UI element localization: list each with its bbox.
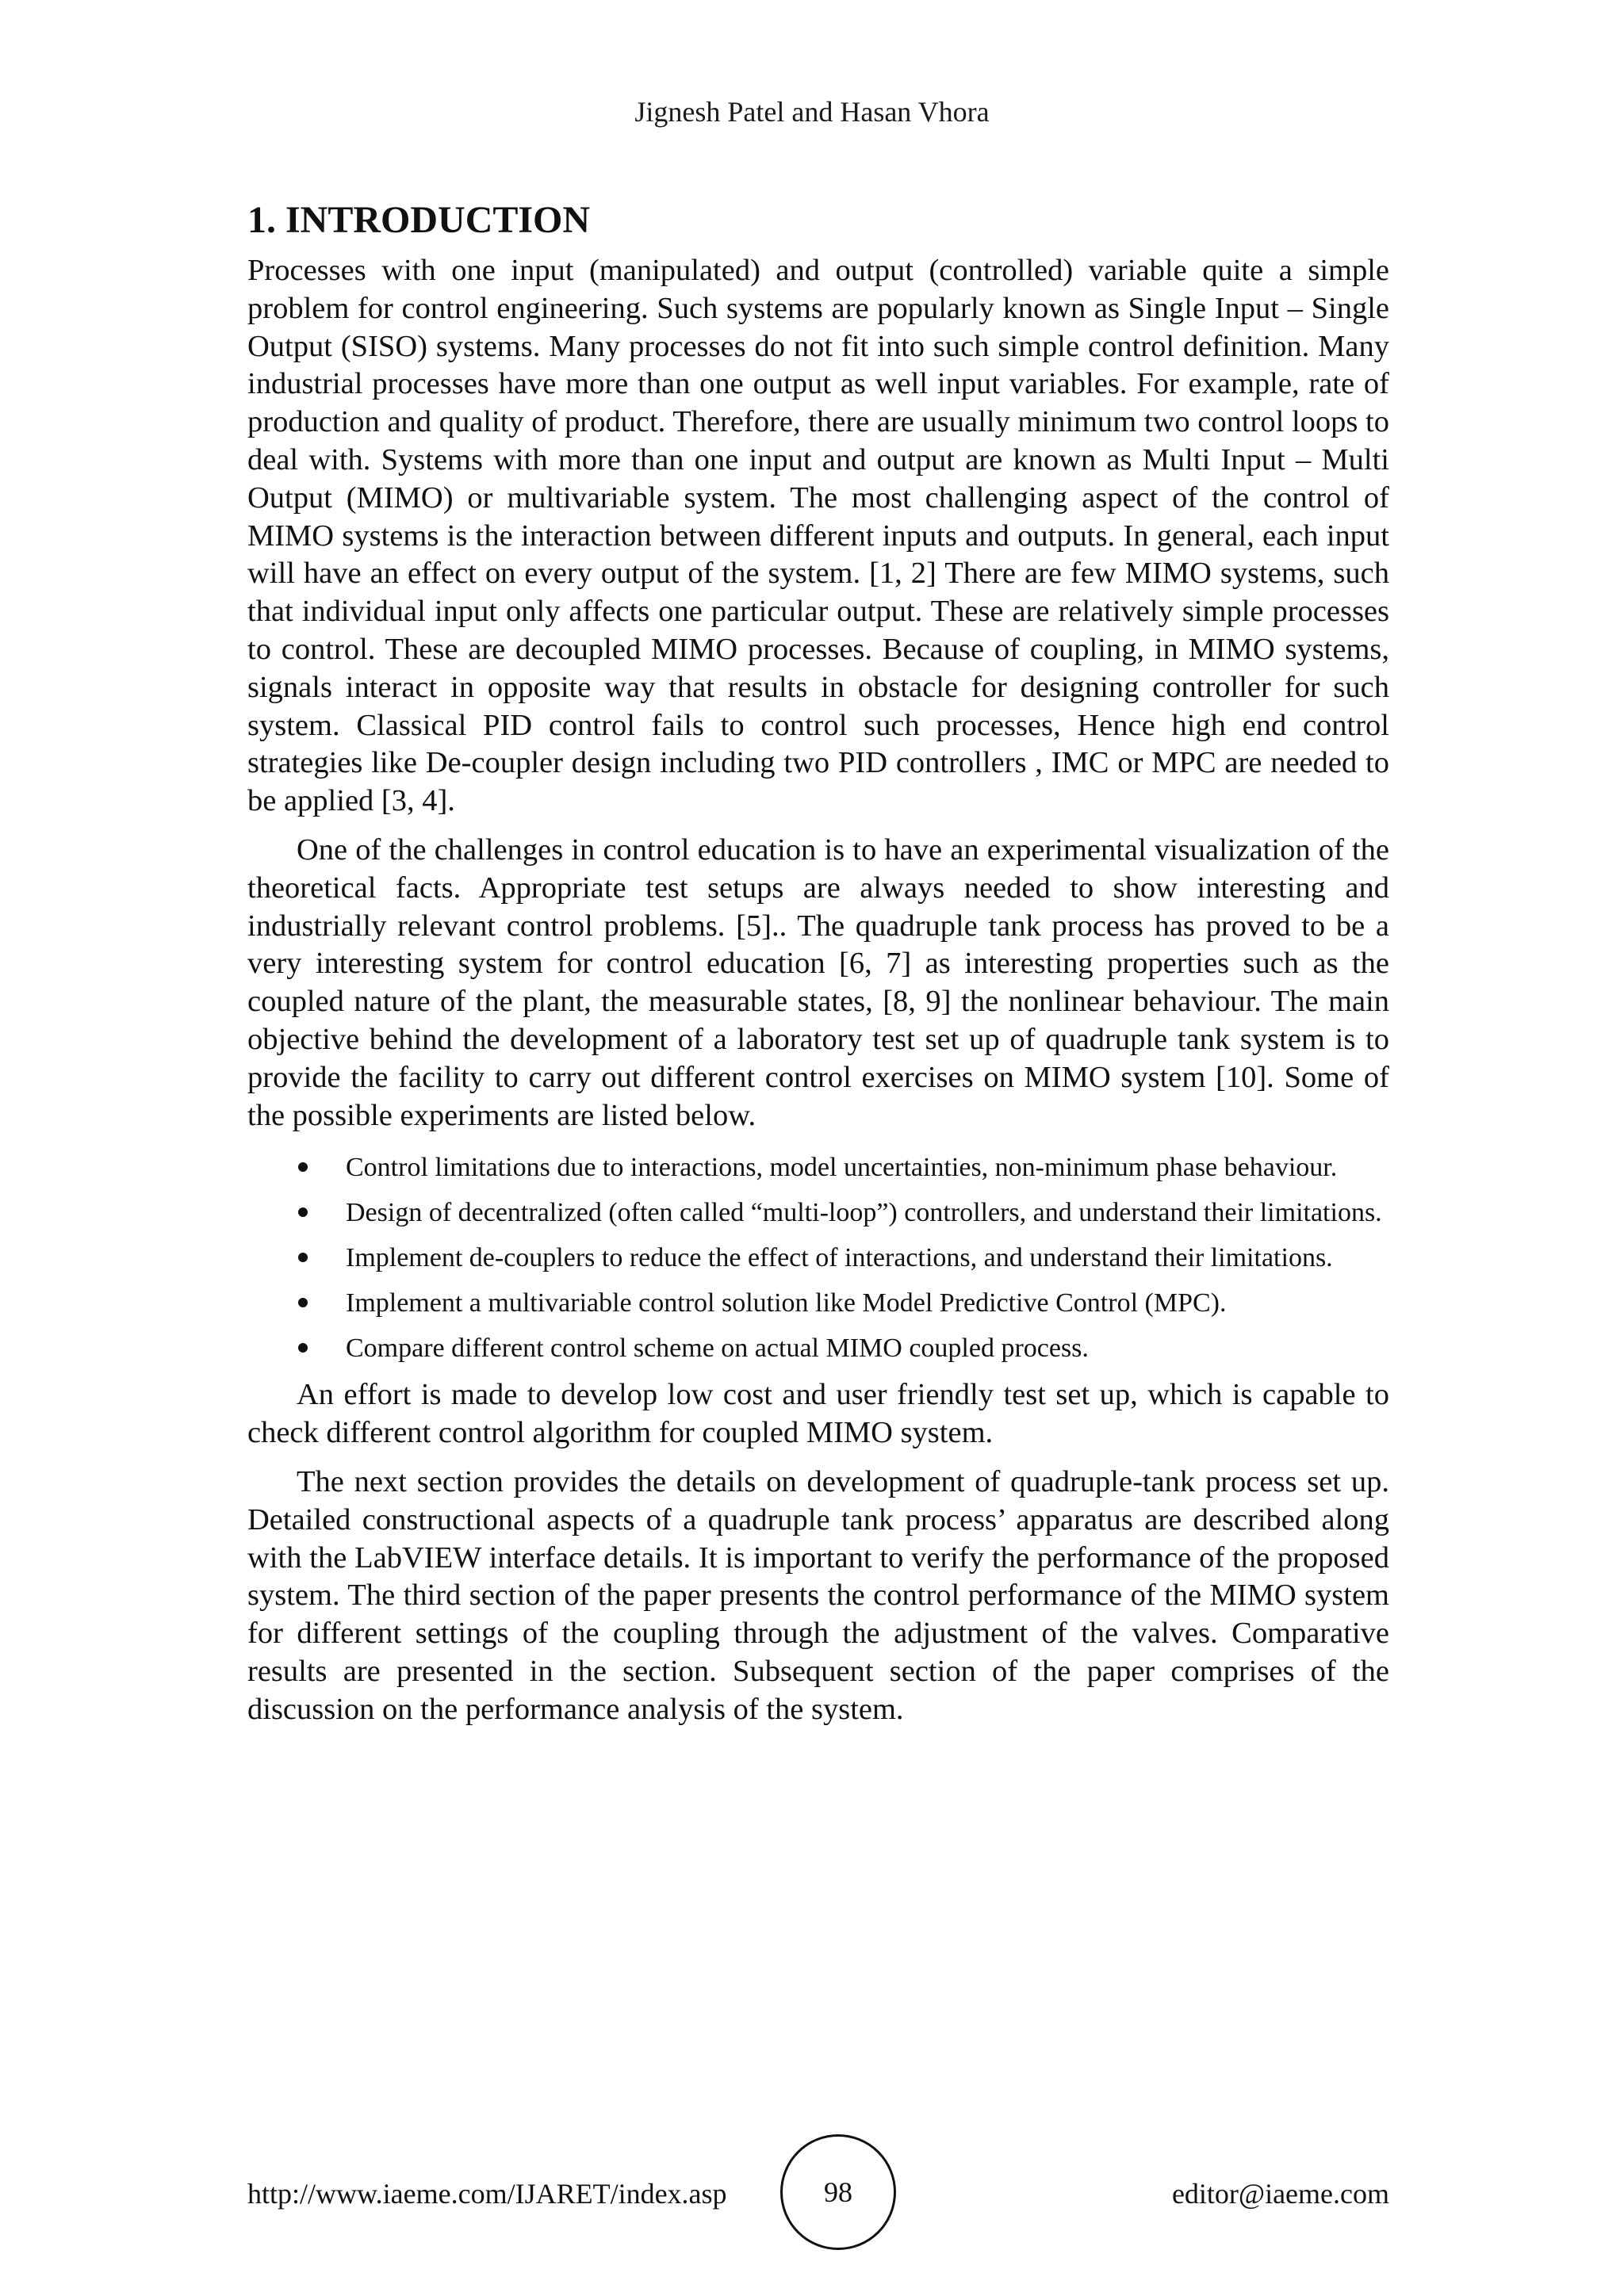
paragraph-4: The next section provides the details on development of quadruple-tank process set up. Detailed constructional aspects of a quadruple tank process’ apparatus are described along with the LabVIEW interface details. It is important to verify the performance of the proposed system. The third section of the paper presents the control performance of the MIMO system for different settings of the coupling through the adjustment of the valves. Comparative results are presented in the section. Subsequent section of the paper comprises of the discussion on the performance analysis of the system. <box>247 1464 1389 1726</box>
footer-email-link[interactable]: editor@iaeme.com <box>1171 2178 1389 2210</box>
list-item <box>247 1286 1389 1320</box>
list-item-text: Compare different control scheme on actual MIMO coupled process. <box>346 1334 1089 1364</box>
footer-url-link[interactable]: http://www.iaeme.com/IJARET/index.asp <box>247 2178 727 2210</box>
bullet-icon <box>298 1162 308 1172</box>
list-item-text: Design of decentralized (often called “multi-loop”) controllers, and understand their limitations. <box>346 1198 1382 1228</box>
list-item-text: Control limitations due to interactions, model uncertainties, non-minimum phase behaviour. <box>346 1153 1338 1183</box>
main-content <box>247 197 1389 1729</box>
paragraph-1: Processes with one input (manipulated) and output (controlled) variable quite a simple problem for control engineering. Such systems are popularly known as Single Input – Single Output (SISO) systems. Many processes do not fit into such simple control definition. Many industrial processes have more than one output as well input variables. For example, rate of production and quality of product. Therefore, there are usually minimum two control loops to deal with. Systems with more than one input and output are known as Multi Input – Multi Output (MIMO) or multivariable system. The most challenging aspect of the control of MIMO systems is the interaction between different inputs and outputs. In general, each input will have an effect on every output of the system. [1, 2] There are few MIMO systems, such that individual input only affects one particular output. These are relatively simple processes to control. These are decoupled MIMO processes. Because of coupling, in MIMO systems, signals interact in opposite way that results in obstacle for designing controller for such system. Classical PID control fails to control such processes, Hence high end control strategies like De-coupler design including two PID controllers , IMC or MPC are needed to be applied [3, 4]. <box>247 254 1389 818</box>
list-item <box>247 1196 1389 1230</box>
bullet-icon <box>298 1253 308 1262</box>
page-number: 98 <box>780 2134 896 2250</box>
list-item <box>247 1150 1389 1184</box>
running-header-authors: Jignesh Patel and Hasan Vhora <box>634 96 990 128</box>
paragraph-2: One of the challenges in control education is to have an experimental visualization of the theoretical facts. Appropriate test setups are always needed to show interesting and industrially relevant control problems. [5].. The quadruple tank process has proved to be a very interesting system for control education [6, 7] as interesting properties such as the coupled nature of the plant, the measurable states, [8, 9] the nonlinear behaviour. The main objective behind the development of a laboratory test set up of quadruple tank system is to provide the facility to carry out different control exercises on MIMO system [10]. Some of the possible experiments are listed below. <box>247 832 1389 1132</box>
page-footer <box>247 2134 1389 2253</box>
experiment-list <box>247 1150 1389 1365</box>
list-item-text: Implement de-couplers to reduce the effect of interactions, and understand their limitations. <box>346 1243 1333 1273</box>
section-heading: 1. INTRODUCTION <box>247 199 591 241</box>
bullet-icon <box>298 1298 308 1307</box>
bullet-icon <box>298 1207 308 1217</box>
list-item-text: Implement a multivariable control solution like Model Predictive Control (MPC). <box>346 1288 1227 1318</box>
list-item <box>247 1331 1389 1365</box>
list-item <box>247 1241 1389 1275</box>
bullet-icon <box>298 1343 308 1353</box>
paragraph-3: An effort is made to develop low cost and user friendly test set up, which is capable to check different control algorithm for coupled MIMO system. <box>247 1378 1389 1450</box>
